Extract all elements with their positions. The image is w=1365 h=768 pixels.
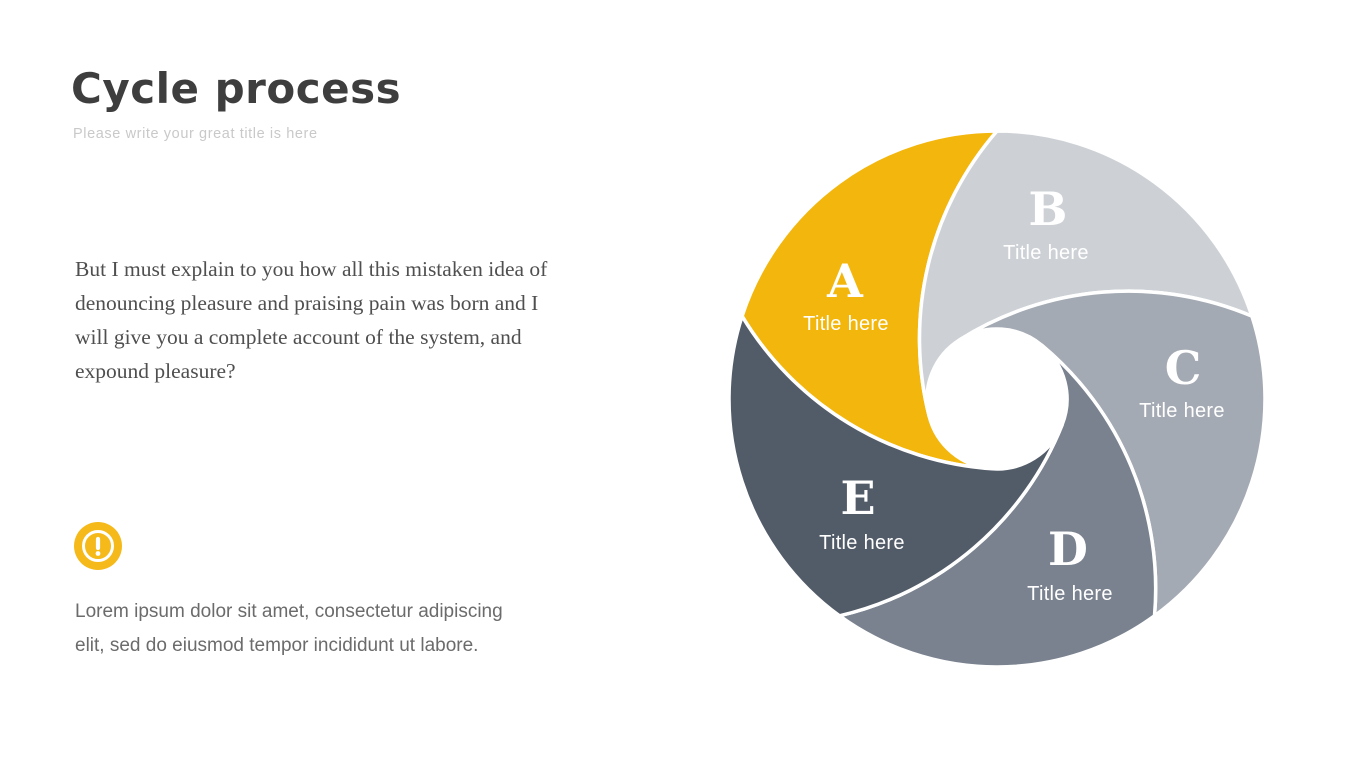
segment-b-label: Title here <box>1003 242 1089 264</box>
segment-a-label: Title here <box>803 313 889 335</box>
segment-b-letter: B <box>1028 182 1068 236</box>
exclamation-circle-icon <box>74 522 122 570</box>
page-subtitle: Please write your great title is here <box>73 126 318 142</box>
segment-e-label: Title here <box>819 532 905 554</box>
segment-c-label: Title here <box>1139 400 1225 422</box>
icon-exclamation-dot <box>96 551 101 556</box>
body-paragraph: But I must explain to you how all this mistaken idea of denouncing pleasure and praising pain was born and I will give you a complete account of the system, and expound pleasure? <box>75 257 548 383</box>
note-paragraph: Lorem ipsum dolor sit amet, consectetur adipiscing elit, sed do eiusmod tempor incididunt ut labore. <box>75 601 503 656</box>
segment-a-letter: A <box>827 254 863 308</box>
cycle-diagram <box>717 119 1277 679</box>
segment-e-letter: E <box>840 471 876 525</box>
segment-d-label: Title here <box>1027 583 1113 605</box>
segment-d-letter: D <box>1048 522 1088 576</box>
page-title: Cycle process <box>71 64 402 113</box>
segment-c-letter: C <box>1164 341 1202 395</box>
